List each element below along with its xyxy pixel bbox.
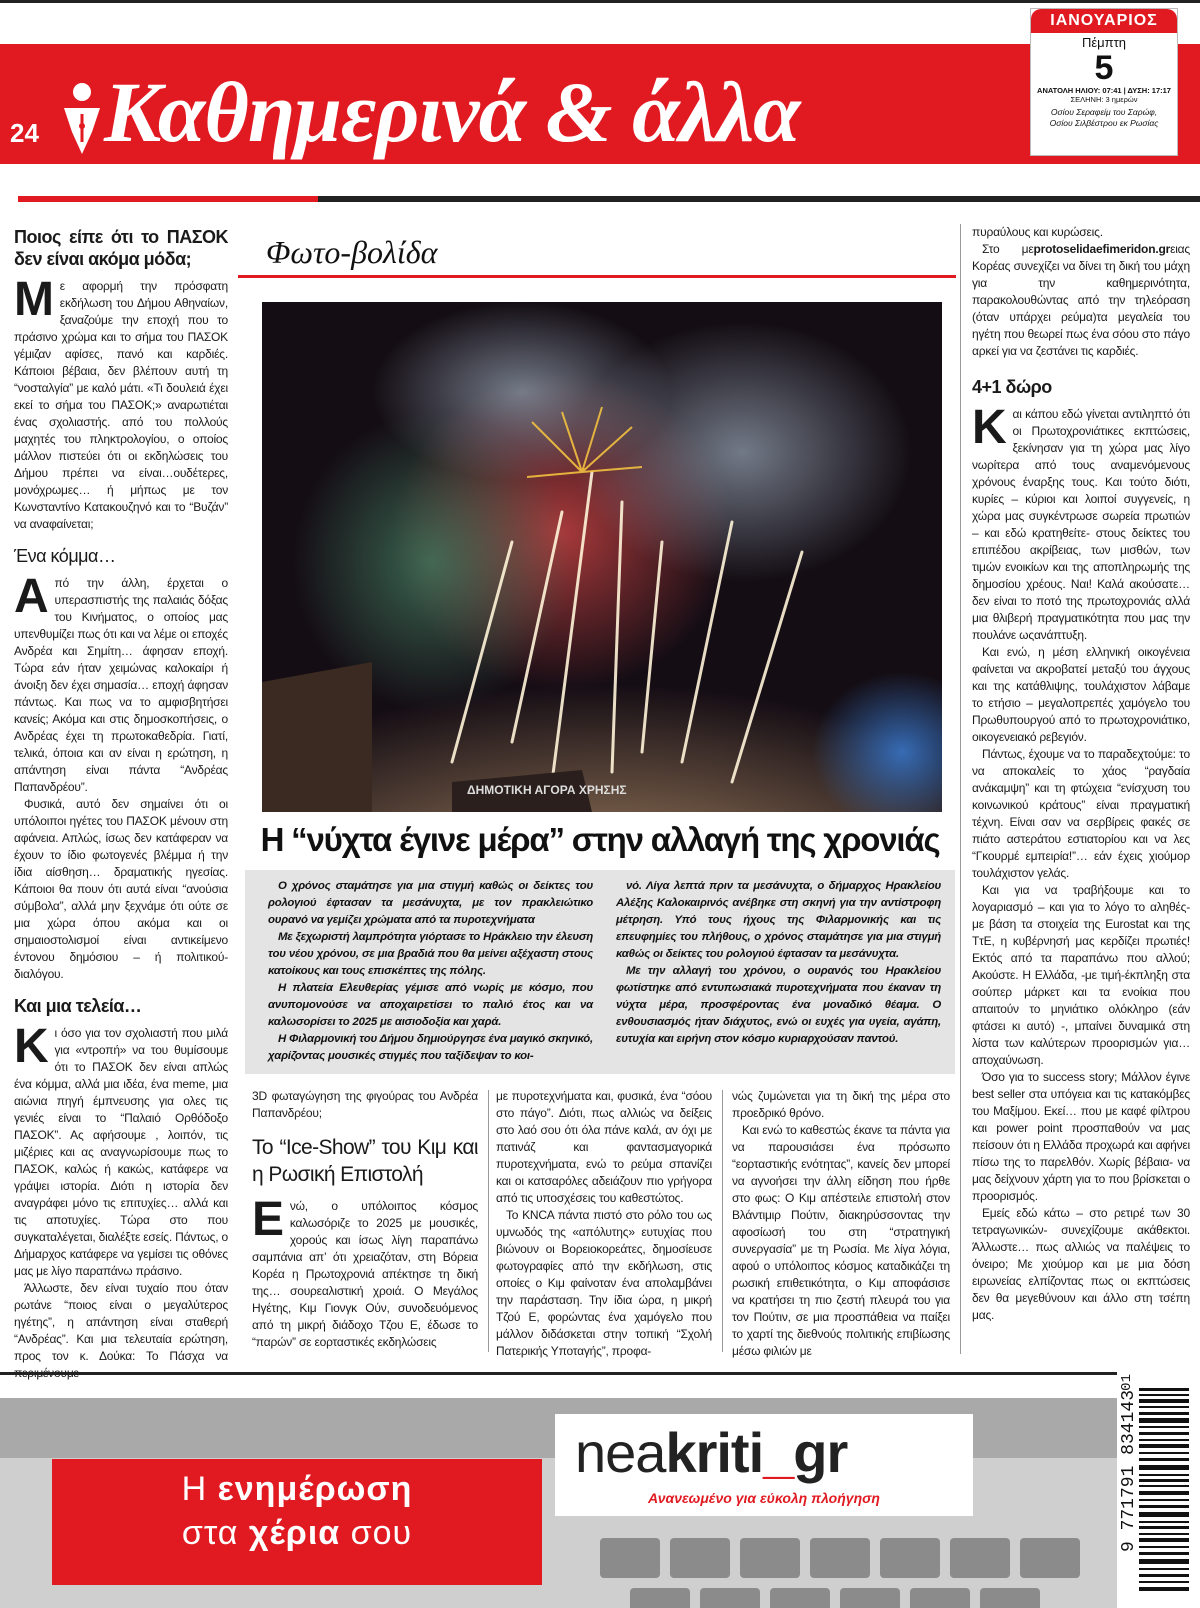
advert-slogan-line-2: στα χέρια σου xyxy=(181,1514,413,1552)
left-article-title: Ποιος είπε ότι το ΠΑΣΟΚ δεν είναι ακόμα μόδα; xyxy=(14,227,228,269)
right-article-title: 4+1 δώρο xyxy=(972,377,1052,397)
feature-kicker: Φωτο-βολίδα xyxy=(238,232,956,278)
paragraph: Ο χρόνος σταμάτησε για μια στιγμή καθώς οι δείκτες του ρολογιού έφτασαν τα μεσάνυχτα, με τον πρακλειώτικο ουρανό να γεμίζει χρώματα από τα πυροτεχνήματα xyxy=(268,880,593,926)
kim-article-col-3 xyxy=(732,1088,950,1360)
date-month: ΙΑΝΟΥΑΡΙΟΣ xyxy=(1031,9,1177,33)
rule-black xyxy=(318,196,1200,202)
paragraph: Με αφορμή την πρόσφατη εκδήλωση του Δήμου Αθηναίων, ξαναζούμε την εποχή που το πράσινο χρώμα και το σήμα του ΠΑΣΟΚ γέμιζαν αφίσες, πανό και καρδιές. Κάποιοι βέβαια, δεν βλέπουν αυτή τη “νοσταλγία” με καλό μάτι. «Τι δουλειά έχει εκεί το σήμα του ΠΑΣΟΚ;» αναρωτιέται ένας σχολιαστής. από του πολλούς μαχητές του πληκτρολογίου, ο οποίος μάλλον πιστεύει ότι οι εκδηλώσεις του Δήμου πρέπει να είναι…ουδέτερες, μονόχρωμες… ή μήπως με τον Κωνσταντίνο Κατακουζηνό και το “Βυζάν” να αναφαίνεται; xyxy=(14,273,228,531)
date-box xyxy=(1030,8,1178,156)
date-sun-times: ΑΝΑΤΟΛΗ ΗΛΙΟΥ: 07:41 | ΔΥΣΗ: 17:17 xyxy=(1037,86,1171,95)
paragraph: Άλλωστε, δεν είναι τυχαίο που όταν ρωτάνε “ποιος είναι ο μεγαλύτερος ηγέτης”, η απάντηση είναι σταθερή “Ανδρέας”. Και μια τελευταία ερώτηση, προς τον κ. Δούκα: Το Πάσχα να xyxy=(14,1281,228,1363)
issue-barcode xyxy=(1117,1372,1200,1608)
feature-summary-right xyxy=(616,878,941,1048)
paragraph: Εμείς εδώ κάτω – στο ρετιρέ των 30 τετραγωνικών- συνεχίζουμε ακάθεκτοι. Άλλωστε… πως αλλιώς να παλέψεις το όνειρο; Με χιούμορ και με μια δόση ειρωνείας ελπίζοντας πως οι εκπτώσεις δεν θα μεγεθύνουν και άλλο στη τσέπη μας. xyxy=(972,1206,1190,1322)
paragraph: Και για να τραβήξουμε και το λογαριασμό – και για το λόγο το αληθές- με βάση τα στοιχεία της Eurostat και της ΤτΕ, η κυβέρνησή μας κερδίζει πρωτιές! Εκτός από τα παραπάνω που αλλού; Ακούστε. Η Ελλάδα, -με τιμή-έκπληξη στα σούπερ μάρκετ και τα ενοίκια που απαιτούν το μηνιάτικο ολόκληρο (εάν φτάσει κι αυτό) -, μπαίνει δυναμικά στη λίστα των καλύτερων προορισμών για…αποχαύνωση. xyxy=(972,883,1190,1067)
kim-article-col-1 xyxy=(252,1088,478,1351)
drop-cap: Ε xyxy=(252,1193,284,1246)
feature-summary-left xyxy=(268,878,593,1065)
kim-article-title: Το “Ice-Show” του Κιμ και η Ρωσική Επιστολή xyxy=(252,1136,478,1186)
photo-sign-text: ΔΗΜΟΤΙΚΗ ΑΓΟΡΑ ΧΡΗΣΗΣ xyxy=(467,783,627,797)
paragraph: με πυροτεχνήματα και, φυσικά, ένα “σόου στο πάγο”. Διότι, πως αλλιώς να δείξεις στο λαό σου ότι όλα πάνε καλά, αν όχι με πατινάζ και φαντασμαγορικά πυροτεχνήματα, ενώ το ρεύμα σπανίζει και οι κατσαρόλες αδειάζουν πιο γρήγορα από τις υποσχέσεις του καθεστώτος. xyxy=(496,1089,712,1205)
paragraph: Πάντως, έχουμε να το παραδεχτούμε: το να αποκαλείς το χάος “ραγδαία ανάκαμψη” και τη φτώχεια “ενίσχυση του κοινωνικού κράτους” είναι πραγματική τέχνη. Είναι σαν να σερβίρεις φακές σε πιάτο αστεράτου εστιατορίου και να λες “Γκουρμέ εμπειρία!”… εάν έχεις χιούμορ τουλάχιστον γελάς. xyxy=(972,747,1190,880)
top-rule xyxy=(0,0,1200,3)
paragraph: Όσο για το success story; Μάλλον έγινε best seller στα υπόγεια και τις κατακόμβες του Μαξίμου. Εκεί… που με καφέ φίλτρου και power point προσπαθούν να μας πείσουν ότι η Ελλάδα προχωρά και αφήνει πίσω της το παρελθόν. Χωρίς βέβαια- να μας δείχνουν χάρτη για το που βρίσκεται ο προορισμός. xyxy=(972,1070,1190,1203)
date-saint-2: Οσίου Σιλβέστρου εκ Ρωσίας xyxy=(1049,118,1159,128)
paragraph: Στο μεprotoselidaefimeridon.grειας Κορέας συνεχίζει να δίνει τη δική του μάχη για την καθημερινότητα, παρακολουθώντας από την τηλεόραση (όταν υπάρχει ρεύμα)τα μεγαλεία του ηγέτη που θεωρεί πως ένα σόου στο πάγο αρκεί για να ζεστάνει τις καρδιές. xyxy=(972,242,1190,358)
left-column xyxy=(14,226,228,1382)
paragraph: Ενώ, ο υπόλοιπος κόσμος καλωσόριζε το 2025 με μουσικές, χορούς και ίσως λίγη παραπάνω σαμπάνια απ’ ότι χρειαζόταν, στη Βόρεια Κορέα η Πρωτοχρονιά απέκτησε τη δική της… σουρεαλιστική χροιά. Ο Μεγάλος Ηγέτης, Κιμ Γιονγκ Ούν, συνοδευόμενος από τη μικρή διάδοχο Τζου Ε, έδωσε το “παρών” σε εορταστικές εκδηλώσεις xyxy=(252,1193,478,1349)
watermark-site: protoselidaefimeridon.gr xyxy=(1033,242,1171,256)
drop-cap: Μ xyxy=(14,273,54,326)
feature-headline: Η “νύχτα έγινε μέρα” στην αλλαγή της χρονιάς xyxy=(260,821,940,858)
column-divider xyxy=(488,1090,489,1352)
date-weekday: Πέμπτη xyxy=(1081,35,1126,50)
right-column xyxy=(972,224,1190,1324)
drop-cap: Κ xyxy=(14,1020,49,1073)
page-number: 24 xyxy=(10,118,39,148)
subheading: Και μια τελεία… xyxy=(14,996,142,1016)
drop-cap: Α xyxy=(14,570,49,623)
neakriti-advert xyxy=(0,1398,1200,1608)
advert-rule xyxy=(0,1372,1200,1375)
column-divider xyxy=(722,1090,723,1352)
paragraph: νό. Λίγα λεπτά πριν τα μεσάνυχτα, ο δήμαρχος Ηρακλείου Αλέξης Καλοκαιρινός ανέβηκε στη σκηνή για την αντίστροφη μέτρηση. Υπό τους ήχους της Φιλαρμονικής και τις επευφημίες του πλήθους, ο χρόνος σταμάτησε για μια στιγμή καθώς οι δείκτες του ρολογιού έφτασαν τα μεσάνυχτα. xyxy=(616,880,941,960)
paragraph: 3D φωταγώγηση της φιγούρας του Ανδρέα Παπανδρέου; xyxy=(252,1089,478,1120)
advert-slogan-box xyxy=(52,1459,542,1585)
paragraph: Και ενώ το καθεστώς έκανε τα πάντα για να παρουσιάσει ένα πρόσωπο “εορταστικής ενότητας”, κανείς δεν μπορεί να αγνοήσει την άλλη είδηση που ήρθε στο φως: Ο Κιμ απέστειλε επιστολή στον Βλάντιμιρ Πούτιν, διακηρύσσοντας την αφοσίωσή του στη “στρατηγική συνεργασία” με τη Ρωσία. Με λίγα λόγια, αφού ο υπόλοιπος κόσμος καταδικάζει τη ρωσική επιθετικότητα, ο Κιμ αποφάσισε να κρατήσει τη πιο ζεστή πλευρά του για τον Πούτιν, σε μια προσπάθεια να παίξει το χαρτί της διεθνούς πολιτικής επιβίωσης μέσω φιλιών με xyxy=(732,1123,950,1358)
paragraph: Και κάπου εδώ γίνεται αντιληπτό ότι οι Πρωτοχρονιάτικες εκπτώσεις, ξεκίνησαν για τη χώρα μας λίγο νωρίτερα από τους αναμενόμενους χρόνους έναρξης τους. Και τούτο διότι, κυρίες – κύριοι και λοιποί συγγενείς, η χώρα μας συγκέντρωσε σωρεία πρωτιών – και εδώ κρατηθείτε- στους δείκτες του επιπέδου ακρίβειας, των μισθών, των τιμών ενοικίων και της αποπληρωμής της δημοσίου χρέους. Ναι! Καλά ακούσατε…δεν είναι το ποτό της πρωτοχρονιάς αλλά μια θλιβερή πραγματικότητα που μας την πουλάνε ωςανάπτυξη. xyxy=(972,401,1190,642)
paragraph: Η πλατεία Ελευθερίας γέμισε από νωρίς με κόσμο, που ανυπομονούσε να αποχαιρετίσει το παλιό έτος και να καλωσορίσει το 2025 με αισιοδοξία και χαρά. xyxy=(268,982,593,1028)
subheading: Ένα κόμμα… xyxy=(14,546,116,566)
column-divider xyxy=(960,224,961,1354)
advert-tagline: Ανανεωμένο για εύκολη πλοήγηση xyxy=(648,1490,880,1506)
paragraph: Και ενώ, η μέση ελληνική οικογένεια φαίνεται να ακροβατεί μεταξύ του άγχους και της κατάθλιψης, τουλάχιστον λάβαμε το ετήσιο – μεγαλοπρεπές χαμόγελο του Πρωθυπουργού από το πρωτοχρονιάτικο, οικογενειακό ρεβεγιόν. xyxy=(972,645,1190,744)
advert-brand-box xyxy=(555,1414,973,1516)
rule-red xyxy=(18,196,318,202)
section-title: Καθημερινά & άλλα xyxy=(104,64,800,160)
paragraph: Με ξεχωριστή λαμπρότητα γιόρτασε το Ηράκλειο την έλευση του νέου χρόνου, σε μια βραδιά που θα μείνει αξέχαστη στους κατοίκους και τους επισκέπτες της πόλης. xyxy=(268,931,593,977)
fireworks-photo xyxy=(262,302,942,812)
kim-article-col-2 xyxy=(496,1088,712,1360)
date-day: 5 xyxy=(1094,49,1114,87)
barcode-issue: 01 xyxy=(1119,1374,1135,1391)
paragraph: πυραύλους και κυρώσεις. xyxy=(972,225,1103,239)
drop-cap: Κ xyxy=(972,401,1007,454)
paragraph: Το KNCA πάντα πιστό στο ρόλο του ως υμνωδός της «απόλυτης» ευτυχίας που βιώνουν οι Βορειοκορεάτες, δημοσίευσε φωτογραφίες από την εκδήλωση, στις οποίες ο Κιμ φαίνοταν ένα απολαμβάνει την παράσταση. Την ίδια ώρα, η μικρή Τζού Ε, φορώντας ένα χαμόγελο που μάλλον διδάσκεται στην τοπική “Σχολή Πατερικής Υποταγής”, προφα- xyxy=(496,1208,712,1358)
barcode-bars xyxy=(1139,1388,1189,1598)
date-saint-1: Οσίου Σεραφείμ του Σαρώφ, xyxy=(1050,107,1158,117)
paragraph: νώς ζυμώνεται για τη δική της μέρα στο προεδρικό θρόνο. xyxy=(732,1089,950,1120)
paragraph: Φυσικά, αυτό δεν σημαίνει ότι οι υπόλοιποι ηγέτες του ΠΑΣΟΚ μένουν στη αφάνεια. Απλώς, ίσως δεν κατάφεραν να έχουν το ίδιο φωτογενές βλέμμα ή την ίδια αίσθηση… δραματικής ηγεσίας. Κάποιοι θα πουν ότι αυτά είναι “ανούσια σύμβολα”, αλλά μην ξεχνάμε ότι ούτε σε μια χώρα όπου ακόμα και οι σημαιοστολισμοί είναι αντικείμενο έντονου δημόσιου – ή πολιτικού- διαλόγου. xyxy=(14,797,228,981)
paragraph: Η Φιλαρμονική του Δήμου δημιούργησε ένα μαγικό σκηνικό, χαρίζοντας μουσικές στιγμές που ταξίδεψαν το κοι- xyxy=(268,1033,593,1062)
paragraph: Με την αλλαγή του χρόνου, ο ουρανός του Ηρακλείου φωτίστηκε από εντυπωσιακά πυροτεχνήματα που έκαναν τη νύχτα μέρα, προσφέροντας ένα μοναδικό θέαμα. Ο ενθουσιασμός ήταν διάχυτος, ενώ οι ευχές για υγεία, αγάπη, ευτυχία και ειρήνη στον κόσμο κυριαρχούσαν παντού. xyxy=(616,965,941,1045)
pen-nib-logo-icon xyxy=(58,80,106,158)
paragraph: Από την άλλη, έρχεται ο υπερασπιστής της παλαιάς δόξας του Κινήματος, ο οποίος μας υπενθυμίζει πως ότι και να λέμε οι εποχές Ανδρέα και Σημίτη… άφησαν εποχή. Τώρα εάν ήταν χειμώνας καλοκαίρι ή άνοιξη δεν έχει σημασία… εποχή άφησαν πάντως. Και πως να το αμφισβητήσει κανείς; Ακόμα και στις δημοσκοπήσεις, ο Ανδρέας έχει τη πρωτοκαθεδρία. Γιατί, τελικά, όποια και αν είναι η ερώτηση, η απάντηση είναι πάντα “Ανδρέας Παπανδρέου”. xyxy=(14,570,228,794)
date-saints xyxy=(1031,107,1177,129)
barcode-number: 9 771791 834143 xyxy=(1119,1390,1139,1553)
advert-slogan-line-1: Η ενημέρωση xyxy=(181,1470,413,1508)
date-moon: ΣΕΛΗΝΗ: 3 ημερών xyxy=(1070,95,1138,104)
paragraph: Κι όσο για τον σχολιαστή που μιλά για «ντροπή» να του θυμίσουμε ότι το ΠΑΣΟΚ δεν είναι απλώς ένα κόμμα, αλλά μια ιδέα, ένα meme, μια αιώνια πηγή έμπνευσης για ολες τις γενιές είναι το “Παλαιό Ορθόδοξο ΠΑΣΟΚ”. Ας αφήσουμε , λοιπόν, τις μιζέριες και ας αναγνωρίσουμε πως το ΠΑΣΟΚ, καλώς ή κακώς, κατάφερε να γράψει ιστορία. Διότι η ιστορία δεν αναγράφει μόνο τις επιτυχίες… αλλά και τις αποτυχίες. Τώρα στο που συγκαταλέγεται, διαλέξτε εσείς. Πάντως, ο Δήμαρχος κατάφερε να γεμίσει τις οθόνες μας με λίγο παραπάνω πράσινο. xyxy=(14,1020,228,1278)
neakriti-logo: neakriti_gr xyxy=(575,1421,848,1484)
